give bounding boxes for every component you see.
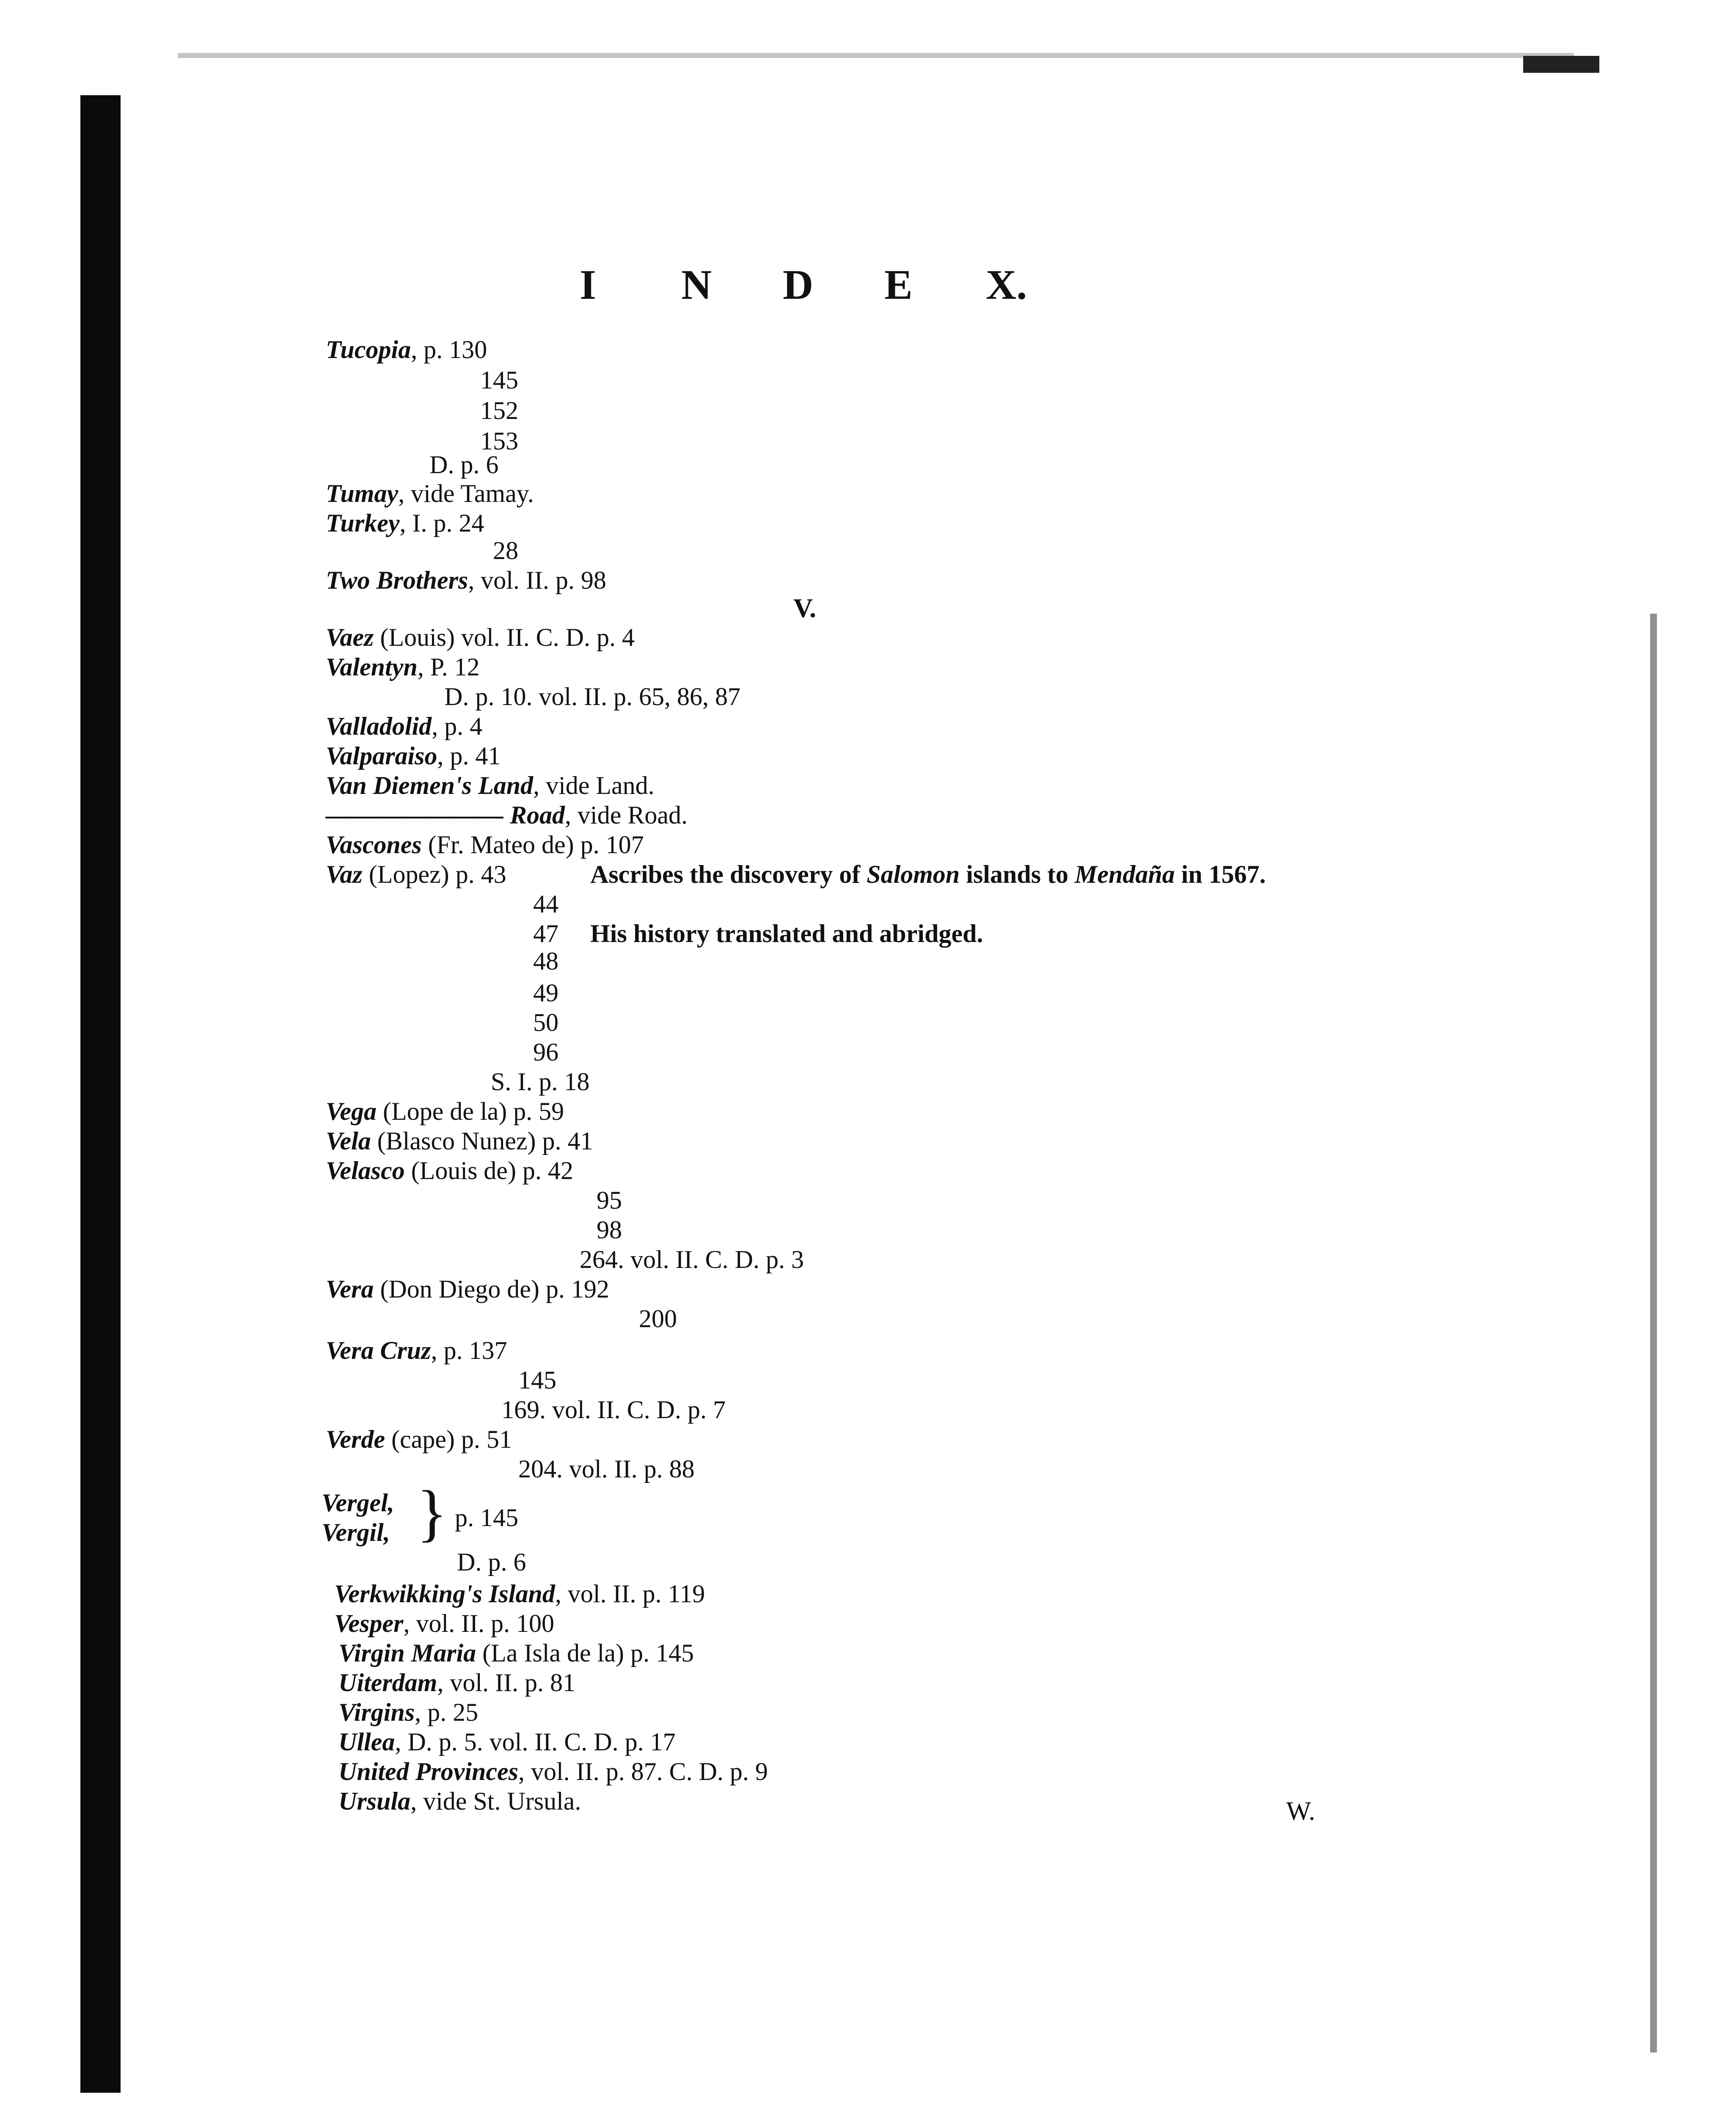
entry-name: Van Diemen's Land: [326, 771, 534, 799]
entry-pages: (Lope de la) p. 59: [377, 1097, 564, 1125]
index-entry: [338, 1786, 581, 1816]
index-entry: [326, 652, 479, 682]
entry-pages: , vol. II. p. 81: [437, 1669, 575, 1697]
index-entry: [326, 770, 655, 801]
index-entry: [326, 1096, 564, 1127]
index-entry: [533, 889, 558, 919]
entry-pages: , vol. II. p. 100: [403, 1609, 554, 1637]
index-entry: [533, 978, 558, 1008]
entry-pages: 145: [518, 1366, 556, 1394]
entry-pages: 153: [480, 427, 518, 455]
note-name: Mendaña: [1075, 860, 1175, 888]
index-entry: [326, 1424, 512, 1455]
entry-name: Ursula: [338, 1787, 411, 1815]
entry-name: Vaez: [326, 623, 374, 651]
entry-name: Virgin Maria: [338, 1639, 476, 1667]
entry-pages: , D. p. 5. vol. II. C. D. p. 17: [395, 1728, 676, 1756]
vaz-note-history: His history translated and abridged.: [590, 920, 983, 948]
entry-pages: S. I. p. 18: [491, 1068, 590, 1096]
entry-pages: , vol. II. p. 87. C. D. p. 9: [518, 1758, 768, 1785]
entry-pages: (La Isla de la) p. 145: [476, 1639, 694, 1667]
entry-pages: , vol. II. p. 98: [468, 566, 606, 594]
scan-top-right-mark: [1523, 56, 1599, 73]
index-entry: [639, 1303, 677, 1334]
entry-pages: 50: [533, 1008, 558, 1036]
index-entry: [322, 1517, 390, 1548]
entry-name: Vera Cruz: [326, 1336, 431, 1364]
entry-pages: (Lopez) p. 43: [362, 860, 506, 888]
index-entry: [501, 1394, 726, 1425]
entry-pages: 145: [480, 366, 518, 394]
index-entry: [326, 1335, 507, 1366]
entry-pages: 152: [480, 397, 518, 424]
index-entry: [457, 1547, 526, 1577]
entry-name: Vascones: [326, 831, 422, 859]
index-entry: [326, 711, 482, 741]
scan-right-edge: [1650, 614, 1657, 2053]
entry-pages: 204. vol. II. p. 88: [518, 1455, 695, 1483]
entry-name: Vela: [326, 1127, 371, 1155]
index-entry: [334, 1579, 705, 1609]
entry-pages: , p. 41: [437, 742, 501, 770]
entry-pages: , p. 130: [411, 336, 487, 364]
entry-name: Turkey: [326, 509, 400, 537]
index-entry: [580, 1244, 804, 1275]
entry-name: Vergil,: [322, 1518, 390, 1546]
entry-name: Uiterdam: [338, 1669, 437, 1697]
brace-glyph: }: [417, 1478, 447, 1548]
index-entry: [597, 1185, 622, 1215]
scan-top-edge: [178, 53, 1574, 58]
entry-name: Tumay: [326, 479, 399, 507]
index-entry: [480, 395, 518, 426]
index-entry: [338, 1697, 478, 1728]
title-letter: E: [884, 261, 913, 308]
index-entry: [326, 622, 635, 653]
entry-name: Tucopia: [326, 336, 411, 364]
entry-pages: D. p. 6: [429, 451, 499, 479]
entry-pages: 264. vol. II. C. D. p. 3: [580, 1245, 804, 1273]
entry-pages: , p. 4: [432, 712, 483, 740]
note-text: in 1567.: [1175, 860, 1266, 888]
entry-pages: 49: [533, 979, 558, 1007]
entry-name: Velasco: [326, 1157, 405, 1185]
index-entry: [533, 1037, 558, 1067]
entry-name: Valladolid: [326, 712, 432, 740]
index-entry: [338, 1727, 676, 1757]
title-letter: X.: [986, 261, 1027, 308]
entry-pages: (cape) p. 51: [385, 1425, 512, 1453]
index-entry: [480, 365, 518, 395]
entry-pages: , vol. II. p. 119: [555, 1580, 705, 1608]
entry-name: Vera: [326, 1275, 374, 1303]
entry-pages: 169. vol. II. C. D. p. 7: [501, 1396, 726, 1424]
entry-name: Valparaiso: [326, 742, 437, 770]
vergil-pages: p. 145: [455, 1504, 518, 1532]
index-entry: [334, 1608, 554, 1639]
page-title: [580, 260, 1087, 309]
index-entry: [533, 1007, 558, 1038]
index-entry: [326, 741, 501, 771]
entry-pages: 28: [493, 537, 518, 565]
entry-pages: 47: [533, 920, 558, 948]
index-entry: [444, 681, 740, 712]
entry-name: United Provinces: [338, 1758, 518, 1785]
index-entry: [533, 918, 558, 949]
entry-name: Vega: [326, 1097, 377, 1125]
title-letter: D: [783, 261, 814, 308]
entry-name: ——————— Road: [326, 801, 565, 829]
entry-pages: 95: [597, 1186, 622, 1214]
entry-name: Vergel,: [322, 1489, 394, 1517]
entry-pages: 96: [533, 1038, 558, 1066]
index-entry: [491, 1066, 589, 1097]
index-entry: [326, 334, 487, 365]
section-heading-v: V.: [793, 593, 816, 623]
entry-pages: 200: [639, 1305, 677, 1333]
title-letter: N: [681, 261, 712, 308]
entry-pages: (Fr. Mateo de) p. 107: [421, 831, 644, 859]
index-entry: [518, 1365, 556, 1395]
scan-binding-edge: [80, 95, 121, 2093]
entry-name: Vaz: [326, 860, 363, 888]
index-entry: [326, 1155, 573, 1186]
index-entry: [493, 535, 518, 566]
entry-pages: 98: [597, 1216, 622, 1244]
index-entry: [326, 508, 484, 538]
entry-pages: , vide Road.: [565, 801, 688, 829]
entry-name: Valentyn: [326, 653, 418, 681]
title-letter: I: [580, 261, 596, 308]
index-entry: [326, 1274, 609, 1304]
entry-pages: D. p. 10. vol. II. p. 65, 86, 87: [444, 683, 740, 711]
entry-pages: D. p. 6: [457, 1548, 526, 1576]
index-entry: [326, 565, 606, 595]
index-entry: [326, 859, 506, 890]
note-text: islands to: [960, 860, 1075, 888]
index-entry: [338, 1667, 575, 1698]
entry-name: Verkwikking's Island: [334, 1580, 555, 1608]
entry-name: Ullea: [338, 1728, 395, 1756]
entry-pages: , vide St. Ursula.: [410, 1787, 581, 1815]
entry-pages: 44: [533, 890, 558, 918]
entry-name: Virgins: [338, 1698, 415, 1726]
index-entry: [322, 1488, 394, 1518]
index-entry: [326, 829, 644, 860]
entry-pages: (Blasco Nunez) p. 41: [371, 1127, 593, 1155]
vaz-note-discovery: [590, 859, 1266, 890]
index-entry: [597, 1215, 622, 1245]
entry-pages: (Don Diego de) p. 192: [374, 1275, 609, 1303]
index-entry: [338, 1638, 694, 1668]
index-entry: [518, 1454, 695, 1484]
index-entry: [533, 946, 558, 976]
entry-name: Two Brothers: [326, 566, 468, 594]
note-name: Salomon: [867, 860, 960, 888]
entry-name: Vesper: [334, 1609, 404, 1637]
entry-pages: , I. p. 24: [399, 509, 484, 537]
note-text: Ascribes the discovery of: [590, 860, 867, 888]
entry-name: Verde: [326, 1425, 385, 1453]
index-entry: [326, 800, 688, 830]
entry-pages: , p. 137: [431, 1336, 507, 1364]
index-entry: [326, 478, 534, 509]
entry-pages: 48: [533, 947, 558, 975]
index-entry: [429, 449, 498, 480]
entry-pages: , vide Land.: [533, 771, 655, 799]
index-entry: [338, 1756, 768, 1787]
entry-pages: , P. 12: [417, 653, 480, 681]
entry-pages: (Louis de) p. 42: [404, 1157, 573, 1185]
catchword: W.: [1286, 1797, 1315, 1826]
entry-pages: (Louis) vol. II. C. D. p. 4: [374, 623, 635, 651]
entry-pages: , vide Tamay.: [398, 479, 534, 507]
index-entry: [326, 1126, 593, 1156]
entry-pages: , p. 25: [415, 1698, 479, 1726]
